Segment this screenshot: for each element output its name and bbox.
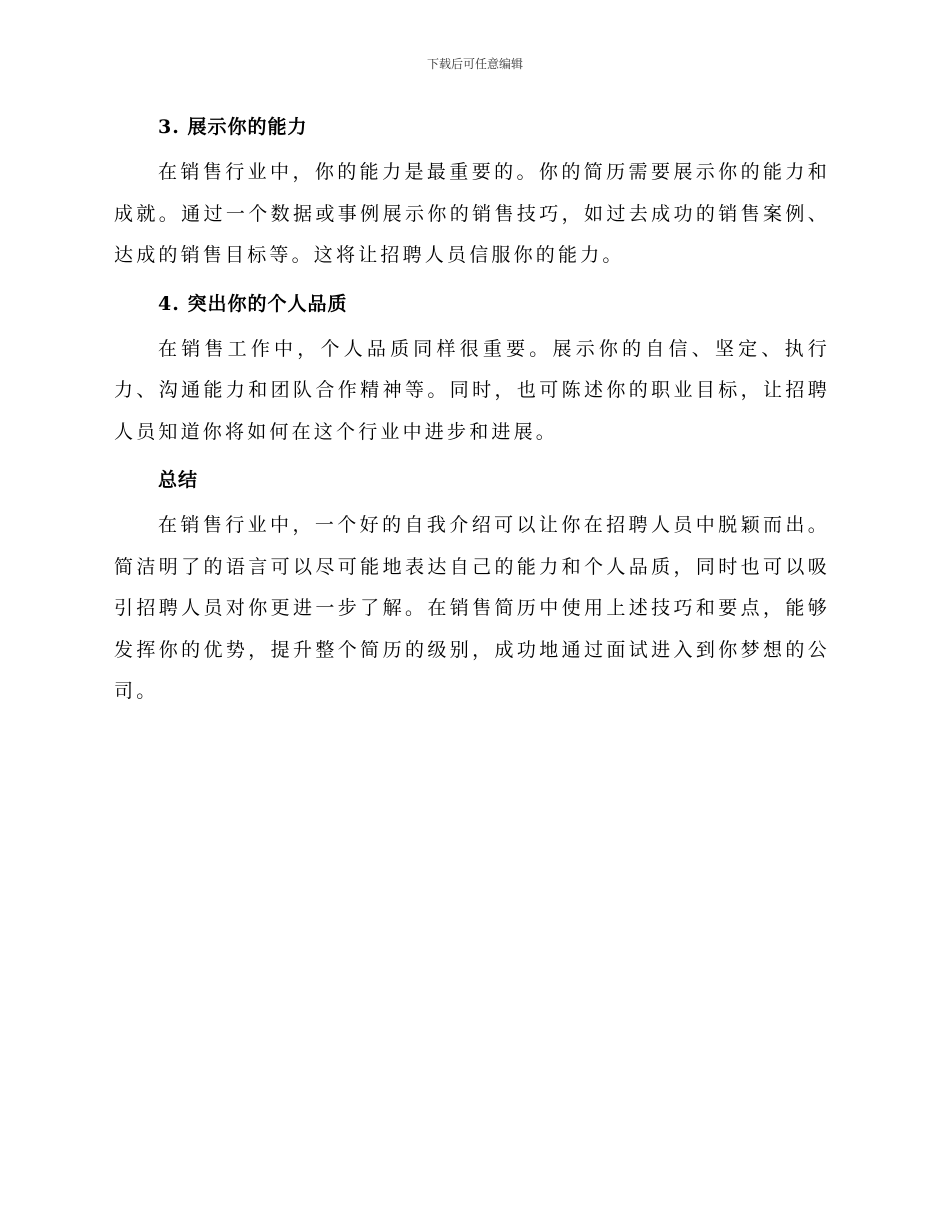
section-paragraph: 在销售工作中，个人品质同样很重要。展示你的自信、坚定、执行力、沟通能力和团队合作精神等。同时，也可陈述你的职业目标，让招聘人员知道你将如何在这个行业中进步和进展。 — [114, 337, 830, 443]
section-personal-qualities — [114, 289, 830, 454]
section-paragraph: 在销售行业中，一个好的自我介绍可以让你在招聘人员中脱颖而出。简洁明了的语言可以尽可能地表达自己的能力和个人品质，同时也可以吸引招聘人员对你更进一步了解。在销售简历中使用上述技巧和要点，能够发挥你的优势，提升整个简历的级别，成功地通过面试进入到你梦想的公司。 — [114, 514, 830, 702]
document-body — [114, 112, 830, 725]
section-heading: 总结 — [158, 469, 199, 491]
section-show-ability — [114, 112, 830, 277]
section-summary — [114, 465, 830, 713]
section-heading: 4. 突出你的个人品质 — [158, 292, 348, 315]
section-paragraph: 在销售行业中，你的能力是最重要的。你的简历需要展示你的能力和成就。通过一个数据或事例展示你的销售技巧，如过去成功的销售案例、达成的销售目标等。这将让招聘人员信服你的能力。 — [114, 161, 830, 266]
header-note: 下载后可任意编辑 — [426, 57, 523, 71]
section-heading: 3. 展示你的能力 — [158, 116, 308, 138]
